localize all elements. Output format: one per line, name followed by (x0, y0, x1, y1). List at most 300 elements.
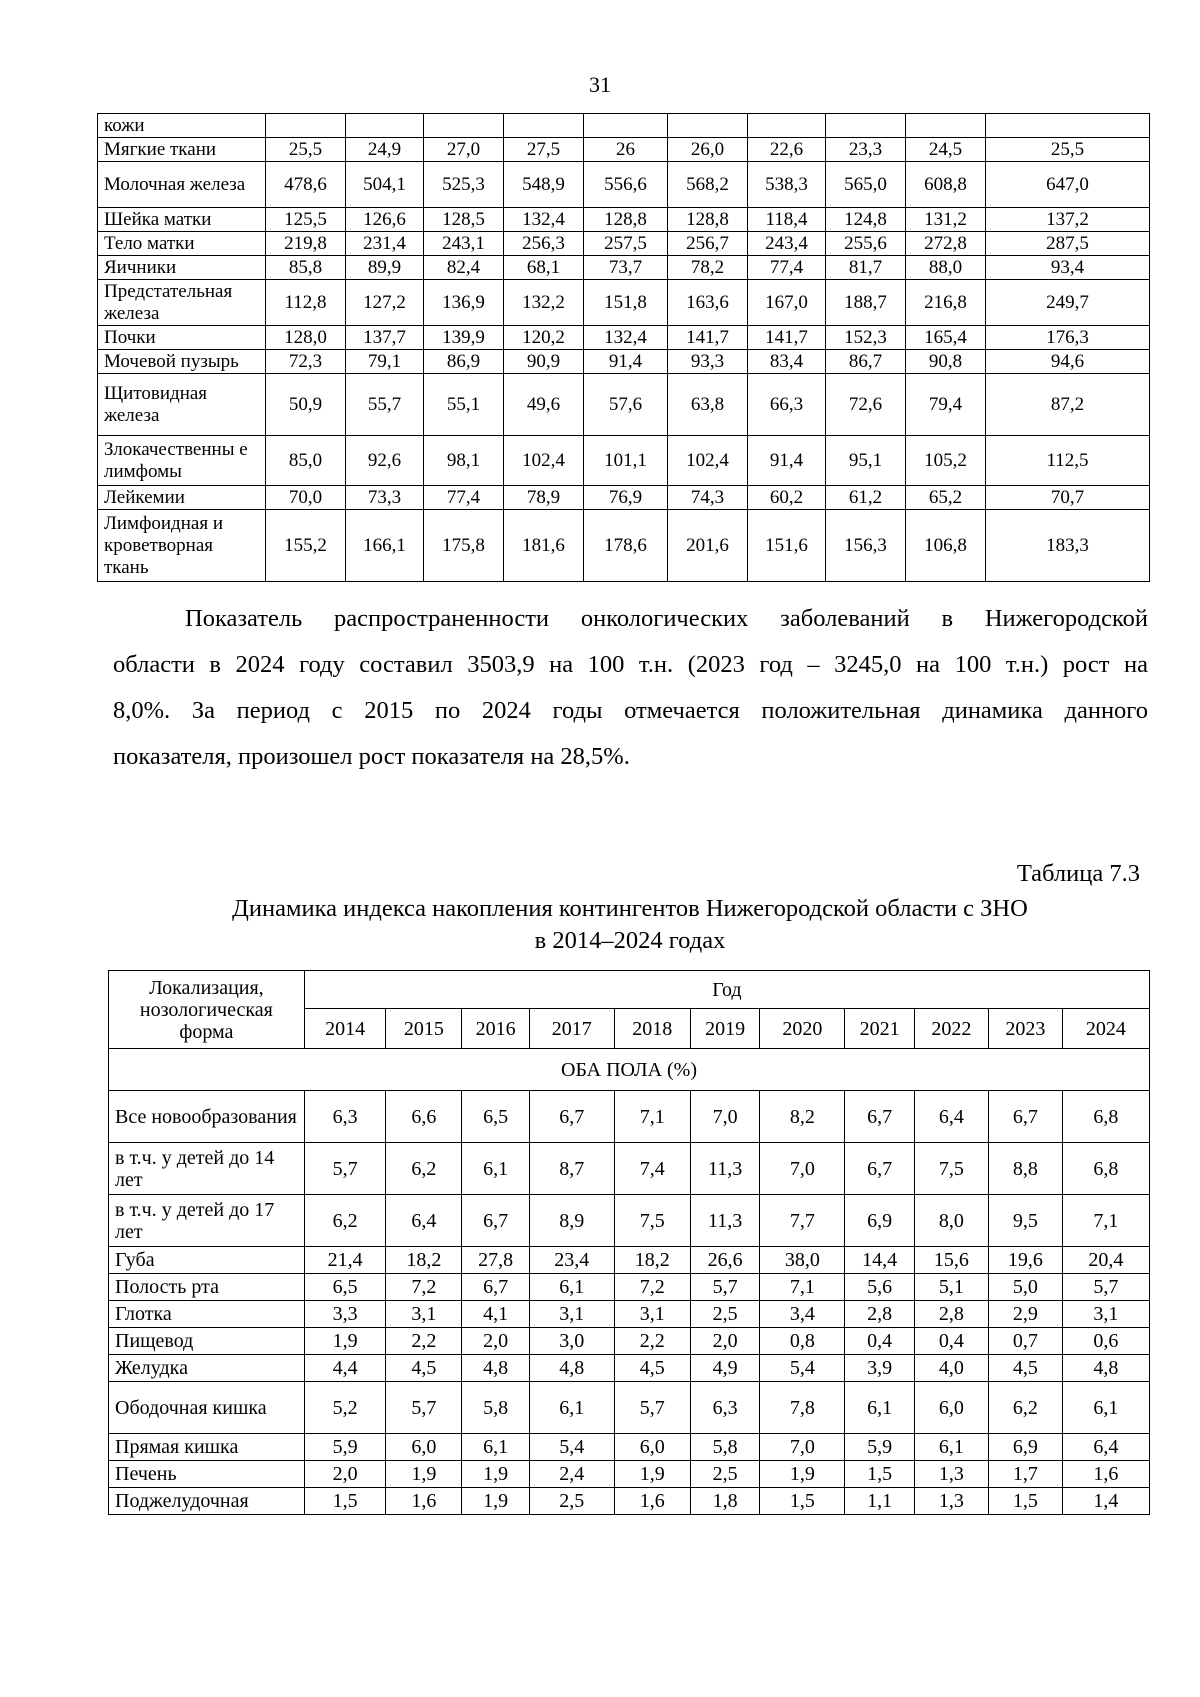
cell-value (584, 114, 668, 138)
cell-value: 3,1 (614, 1301, 690, 1328)
cell-value: 2,4 (529, 1461, 614, 1488)
cell-value: 6,3 (690, 1382, 760, 1434)
row-label: в т.ч. у детей до 17 лет (109, 1195, 305, 1247)
table-row (109, 1247, 1150, 1274)
cell-value (668, 114, 748, 138)
table-row (98, 138, 1150, 162)
cell-value: 565,0 (826, 162, 906, 208)
cell-value: 128,5 (424, 208, 504, 232)
year-header: 2022 (914, 1009, 988, 1049)
cell-value: 25,5 (986, 138, 1150, 162)
row-label: Щитовидная железа (98, 374, 266, 436)
cell-value: 6,4 (914, 1091, 988, 1143)
cell-value: 1,9 (462, 1461, 529, 1488)
table-row (109, 1355, 1150, 1382)
cell-value: 1,6 (614, 1488, 690, 1515)
table-row (98, 280, 1150, 326)
cell-value: 6,1 (845, 1382, 915, 1434)
cell-value: 8,2 (760, 1091, 845, 1143)
cell-value: 4,8 (529, 1355, 614, 1382)
cell-value: 216,8 (906, 280, 986, 326)
cell-value: 90,8 (906, 350, 986, 374)
table-row (98, 326, 1150, 350)
cell-value: 152,3 (826, 326, 906, 350)
cell-value: 102,4 (668, 436, 748, 486)
cell-value: 4,5 (614, 1355, 690, 1382)
incidence-table-continued (97, 113, 1150, 582)
cell-value: 1,3 (914, 1488, 988, 1515)
cell-value: 175,8 (424, 510, 504, 582)
cell-value: 19,6 (988, 1247, 1062, 1274)
cell-value: 38,0 (760, 1247, 845, 1274)
cell-value: 201,6 (668, 510, 748, 582)
cell-value: 118,4 (748, 208, 826, 232)
cell-value: 93,4 (986, 256, 1150, 280)
table-row (98, 208, 1150, 232)
cell-value: 249,7 (986, 280, 1150, 326)
cell-value: 74,3 (668, 486, 748, 510)
cell-value: 4,8 (462, 1355, 529, 1382)
cell-value: 21,4 (304, 1247, 386, 1274)
cell-value: 156,3 (826, 510, 906, 582)
cell-value: 7,7 (760, 1195, 845, 1247)
table-row (98, 486, 1150, 510)
row-label: Шейка матки (98, 208, 266, 232)
cell-value: 165,4 (906, 326, 986, 350)
cell-value: 126,6 (346, 208, 424, 232)
cell-value: 55,1 (424, 374, 504, 436)
cell-value: 8,7 (529, 1143, 614, 1195)
cell-value: 2,0 (462, 1328, 529, 1355)
cell-value: 4,5 (988, 1355, 1062, 1382)
cell-value: 112,5 (986, 436, 1150, 486)
cell-value: 4,9 (690, 1355, 760, 1382)
cell-value: 22,6 (748, 138, 826, 162)
paragraph-line: Показатель распространенности онкологических заболеваний в Нижегородской (185, 605, 1148, 632)
row-label: Все новообразования (109, 1091, 305, 1143)
year-header: 2021 (845, 1009, 915, 1049)
cell-value: 11,3 (690, 1143, 760, 1195)
table-row (109, 1328, 1150, 1355)
cell-value: 85,8 (266, 256, 346, 280)
row-label: Тело матки (98, 232, 266, 256)
cell-value: 3,9 (845, 1355, 915, 1382)
cell-value: 18,2 (386, 1247, 462, 1274)
row-label: Полость рта (109, 1274, 305, 1301)
cell-value: 178,6 (584, 510, 668, 582)
cell-value: 88,0 (906, 256, 986, 280)
cell-value: 1,9 (760, 1461, 845, 1488)
cell-value: 6,6 (386, 1091, 462, 1143)
header-year-group: Год (304, 971, 1149, 1009)
cell-value: 50,9 (266, 374, 346, 436)
cell-value: 94,6 (986, 350, 1150, 374)
cell-value: 8,9 (529, 1195, 614, 1247)
cell-value: 132,2 (504, 280, 584, 326)
cell-value: 243,1 (424, 232, 504, 256)
cell-value: 7,4 (614, 1143, 690, 1195)
cell-value: 14,4 (845, 1247, 915, 1274)
cell-value (266, 114, 346, 138)
cell-value (906, 114, 986, 138)
table-row (98, 232, 1150, 256)
cell-value: 6,0 (614, 1434, 690, 1461)
cell-value: 2,8 (845, 1301, 915, 1328)
cell-value: 478,6 (266, 162, 346, 208)
table-row (98, 510, 1150, 582)
table-title-line: Динамика индекса накопления контингентов Нижегородской области с ЗНО (232, 895, 1028, 922)
cell-value: 1,1 (845, 1488, 915, 1515)
cell-value: 24,5 (906, 138, 986, 162)
cell-value: 176,3 (986, 326, 1150, 350)
cell-value: 77,4 (748, 256, 826, 280)
cell-value: 112,8 (266, 280, 346, 326)
cell-value: 167,0 (748, 280, 826, 326)
cell-value: 6,4 (1062, 1434, 1149, 1461)
row-label: в т.ч. у детей до 14 лет (109, 1143, 305, 1195)
section-title: ОБА ПОЛА (%) (109, 1049, 1150, 1091)
cell-value: 0,7 (988, 1328, 1062, 1355)
cell-value: 4,5 (386, 1355, 462, 1382)
row-label: Пищевод (109, 1328, 305, 1355)
cell-value: 6,7 (845, 1143, 915, 1195)
cell-value: 24,9 (346, 138, 424, 162)
cell-value: 6,1 (462, 1434, 529, 1461)
cell-value: 1,3 (914, 1461, 988, 1488)
cell-value: 72,6 (826, 374, 906, 436)
cell-value: 256,3 (504, 232, 584, 256)
cell-value: 55,7 (346, 374, 424, 436)
paragraph-line: области в 2024 году составил 3503,9 на 100 т.н. (2023 год – 3245,0 на 100 т.н.) рост на (113, 651, 1148, 678)
row-label: кожи (98, 114, 266, 138)
cell-value: 5,7 (690, 1274, 760, 1301)
table-title-line: в 2014–2024 годах (534, 927, 726, 954)
row-label: Мягкие ткани (98, 138, 266, 162)
cell-value: 151,6 (748, 510, 826, 582)
cell-value: 2,0 (690, 1328, 760, 1355)
table-row (109, 1488, 1150, 1515)
cell-value: 1,5 (845, 1461, 915, 1488)
cell-value: 183,3 (986, 510, 1150, 582)
cell-value: 6,4 (386, 1195, 462, 1247)
cell-value: 7,1 (614, 1091, 690, 1143)
cell-value: 85,0 (266, 436, 346, 486)
cell-value: 25,5 (266, 138, 346, 162)
cell-value: 1,8 (690, 1488, 760, 1515)
cell-value: 2,5 (690, 1301, 760, 1328)
cell-value: 6,5 (462, 1091, 529, 1143)
cell-value: 27,8 (462, 1247, 529, 1274)
cell-value: 6,7 (845, 1091, 915, 1143)
body-paragraph (113, 596, 1148, 780)
cell-value: 1,9 (462, 1488, 529, 1515)
cell-value: 5,9 (845, 1434, 915, 1461)
cell-value: 137,2 (986, 208, 1150, 232)
cell-value: 6,1 (1062, 1382, 1149, 1434)
table-row (98, 162, 1150, 208)
year-header: 2020 (760, 1009, 845, 1049)
table-row (98, 256, 1150, 280)
row-label: Лейкемии (98, 486, 266, 510)
cell-value: 4,1 (462, 1301, 529, 1328)
cell-value: 4,0 (914, 1355, 988, 1382)
cell-value: 5,9 (304, 1434, 386, 1461)
cell-value: 1,9 (304, 1328, 386, 1355)
cell-value: 5,7 (614, 1382, 690, 1434)
cell-value: 2,9 (988, 1301, 1062, 1328)
cell-value: 57,6 (584, 374, 668, 436)
cell-value: 7,5 (614, 1195, 690, 1247)
table-number: Таблица 7.3 (1016, 860, 1140, 887)
table-row (109, 1382, 1150, 1434)
cell-value: 23,3 (826, 138, 906, 162)
cell-value: 95,1 (826, 436, 906, 486)
row-label: Ободочная кишка (109, 1382, 305, 1434)
cell-value: 127,2 (346, 280, 424, 326)
cell-value: 26,6 (690, 1247, 760, 1274)
cell-value (504, 114, 584, 138)
year-header: 2016 (462, 1009, 529, 1049)
cell-value: 5,7 (386, 1382, 462, 1434)
cell-value: 78,9 (504, 486, 584, 510)
cell-value: 7,5 (914, 1143, 988, 1195)
cell-value: 287,5 (986, 232, 1150, 256)
cell-value: 6,2 (304, 1195, 386, 1247)
paragraph-line: показателя, произошел рост показателя на 28,5%. (113, 743, 630, 770)
cell-value (748, 114, 826, 138)
cell-value: 5,6 (845, 1274, 915, 1301)
cell-value: 2,8 (914, 1301, 988, 1328)
cell-value: 525,3 (424, 162, 504, 208)
cell-value: 568,2 (668, 162, 748, 208)
cell-value: 79,4 (906, 374, 986, 436)
cell-value: 548,9 (504, 162, 584, 208)
row-label: Почки (98, 326, 266, 350)
cell-value: 4,8 (1062, 1355, 1149, 1382)
cell-value: 0,8 (760, 1328, 845, 1355)
cell-value: 137,7 (346, 326, 424, 350)
cell-value: 73,3 (346, 486, 424, 510)
cell-value: 2,5 (529, 1488, 614, 1515)
cell-value: 128,0 (266, 326, 346, 350)
cell-value: 82,4 (424, 256, 504, 280)
cell-value: 93,3 (668, 350, 748, 374)
cell-value: 136,9 (424, 280, 504, 326)
table-row (98, 436, 1150, 486)
cell-value (986, 114, 1150, 138)
cell-value: 98,1 (424, 436, 504, 486)
cell-value: 6,9 (988, 1434, 1062, 1461)
cell-value: 7,0 (760, 1143, 845, 1195)
table-row (109, 1434, 1150, 1461)
cell-value: 23,4 (529, 1247, 614, 1274)
cell-value: 6,5 (304, 1274, 386, 1301)
cell-value: 5,2 (304, 1382, 386, 1434)
cell-value: 1,5 (304, 1488, 386, 1515)
cell-value: 6,1 (529, 1382, 614, 1434)
year-header: 2018 (614, 1009, 690, 1049)
cell-value: 5,0 (988, 1274, 1062, 1301)
cell-value: 106,8 (906, 510, 986, 582)
cell-value: 5,4 (760, 1355, 845, 1382)
cell-value (346, 114, 424, 138)
row-label: Предстательная железа (98, 280, 266, 326)
cell-value: 76,9 (584, 486, 668, 510)
cell-value: 141,7 (668, 326, 748, 350)
cell-value: 61,2 (826, 486, 906, 510)
cell-value: 68,1 (504, 256, 584, 280)
cell-value: 102,4 (504, 436, 584, 486)
cell-value: 5,7 (1062, 1274, 1149, 1301)
cell-value: 5,4 (529, 1434, 614, 1461)
cell-value: 7,8 (760, 1382, 845, 1434)
cell-value: 556,6 (584, 162, 668, 208)
cell-value: 49,6 (504, 374, 584, 436)
cell-value: 188,7 (826, 280, 906, 326)
cell-value: 27,0 (424, 138, 504, 162)
cell-value: 11,3 (690, 1195, 760, 1247)
row-label: Поджелудочная (109, 1488, 305, 1515)
table-row (109, 1274, 1150, 1301)
cell-value (424, 114, 504, 138)
cell-value: 219,8 (266, 232, 346, 256)
cell-value: 5,7 (304, 1143, 386, 1195)
cell-value: 0,6 (1062, 1328, 1149, 1355)
cell-value: 4,4 (304, 1355, 386, 1382)
cell-value: 131,2 (906, 208, 986, 232)
cell-value: 3,0 (529, 1328, 614, 1355)
row-label: Молочная железа (98, 162, 266, 208)
cell-value: 538,3 (748, 162, 826, 208)
cell-value: 139,9 (424, 326, 504, 350)
cell-value (826, 114, 906, 138)
cell-value: 70,0 (266, 486, 346, 510)
table-row (109, 1091, 1150, 1143)
cell-value: 6,2 (988, 1382, 1062, 1434)
cell-value: 65,2 (906, 486, 986, 510)
cell-value: 1,9 (386, 1461, 462, 1488)
table-row (109, 1195, 1150, 1247)
cell-value: 504,1 (346, 162, 424, 208)
cell-value: 243,4 (748, 232, 826, 256)
cell-value: 1,5 (760, 1488, 845, 1515)
cell-value: 7,0 (760, 1434, 845, 1461)
cell-value: 1,4 (1062, 1488, 1149, 1515)
row-label: Губа (109, 1247, 305, 1274)
cell-value: 155,2 (266, 510, 346, 582)
cell-value: 181,6 (504, 510, 584, 582)
cell-value: 0,4 (914, 1328, 988, 1355)
table-row (98, 350, 1150, 374)
cell-value: 2,0 (304, 1461, 386, 1488)
cell-value: 231,4 (346, 232, 424, 256)
cell-value: 3,4 (760, 1301, 845, 1328)
cell-value: 141,7 (748, 326, 826, 350)
cell-value: 5,8 (462, 1382, 529, 1434)
row-label: Мочевой пузырь (98, 350, 266, 374)
cell-value: 1,6 (1062, 1461, 1149, 1488)
year-header: 2024 (1062, 1009, 1149, 1049)
year-header: 2015 (386, 1009, 462, 1049)
cell-value: 7,1 (760, 1274, 845, 1301)
cell-value: 2,2 (386, 1328, 462, 1355)
row-label: Яичники (98, 256, 266, 280)
cell-value: 66,3 (748, 374, 826, 436)
cell-value: 70,7 (986, 486, 1150, 510)
cell-value: 60,2 (748, 486, 826, 510)
cell-value: 7,2 (614, 1274, 690, 1301)
cell-value: 6,7 (462, 1195, 529, 1247)
cell-value: 0,4 (845, 1328, 915, 1355)
row-label: Злокачественны е лимфомы (98, 436, 266, 486)
row-label: Глотка (109, 1301, 305, 1328)
cell-value: 1,7 (988, 1461, 1062, 1488)
cell-value: 272,8 (906, 232, 986, 256)
cell-value: 125,5 (266, 208, 346, 232)
cell-value: 6,0 (386, 1434, 462, 1461)
cell-value: 6,8 (1062, 1143, 1149, 1195)
cell-value: 257,5 (584, 232, 668, 256)
cell-value: 6,9 (845, 1195, 915, 1247)
cell-value: 20,4 (1062, 1247, 1149, 1274)
cell-value: 166,1 (346, 510, 424, 582)
year-header: 2014 (304, 1009, 386, 1049)
cell-value: 2,2 (614, 1328, 690, 1355)
year-header: 2019 (690, 1009, 760, 1049)
cell-value: 7,2 (386, 1274, 462, 1301)
cell-value: 15,6 (914, 1247, 988, 1274)
cell-value: 26,0 (668, 138, 748, 162)
cell-value: 26 (584, 138, 668, 162)
cell-value: 8,0 (914, 1195, 988, 1247)
table-row (109, 1143, 1150, 1195)
cell-value: 151,8 (584, 280, 668, 326)
cell-value: 63,8 (668, 374, 748, 436)
cell-value: 255,6 (826, 232, 906, 256)
cell-value: 7,0 (690, 1091, 760, 1143)
cell-value: 79,1 (346, 350, 424, 374)
table-row (98, 114, 1150, 138)
cell-value: 124,8 (826, 208, 906, 232)
cell-value: 73,7 (584, 256, 668, 280)
row-label: Печень (109, 1461, 305, 1488)
year-header: 2017 (529, 1009, 614, 1049)
cell-value: 256,7 (668, 232, 748, 256)
cell-value: 1,5 (988, 1488, 1062, 1515)
cell-value: 83,4 (748, 350, 826, 374)
accumulation-index-table (108, 970, 1150, 1515)
cell-value: 18,2 (614, 1247, 690, 1274)
cell-value: 9,5 (988, 1195, 1062, 1247)
cell-value: 120,2 (504, 326, 584, 350)
cell-value: 77,4 (424, 486, 504, 510)
cell-value: 132,4 (504, 208, 584, 232)
header-localization: Локализация, нозологическая форма (109, 971, 305, 1049)
table-row (109, 1461, 1150, 1488)
cell-value: 3,3 (304, 1301, 386, 1328)
cell-value: 5,8 (690, 1434, 760, 1461)
paragraph-line: 8,0%. За период с 2015 по 2024 годы отмечается положительная динамика данного (113, 697, 1148, 724)
cell-value: 89,9 (346, 256, 424, 280)
cell-value: 86,7 (826, 350, 906, 374)
cell-value: 163,6 (668, 280, 748, 326)
cell-value: 6,7 (462, 1274, 529, 1301)
row-label: Прямая кишка (109, 1434, 305, 1461)
table-row (98, 374, 1150, 436)
row-label: Желудка (109, 1355, 305, 1382)
cell-value: 86,9 (424, 350, 504, 374)
cell-value: 3,1 (386, 1301, 462, 1328)
